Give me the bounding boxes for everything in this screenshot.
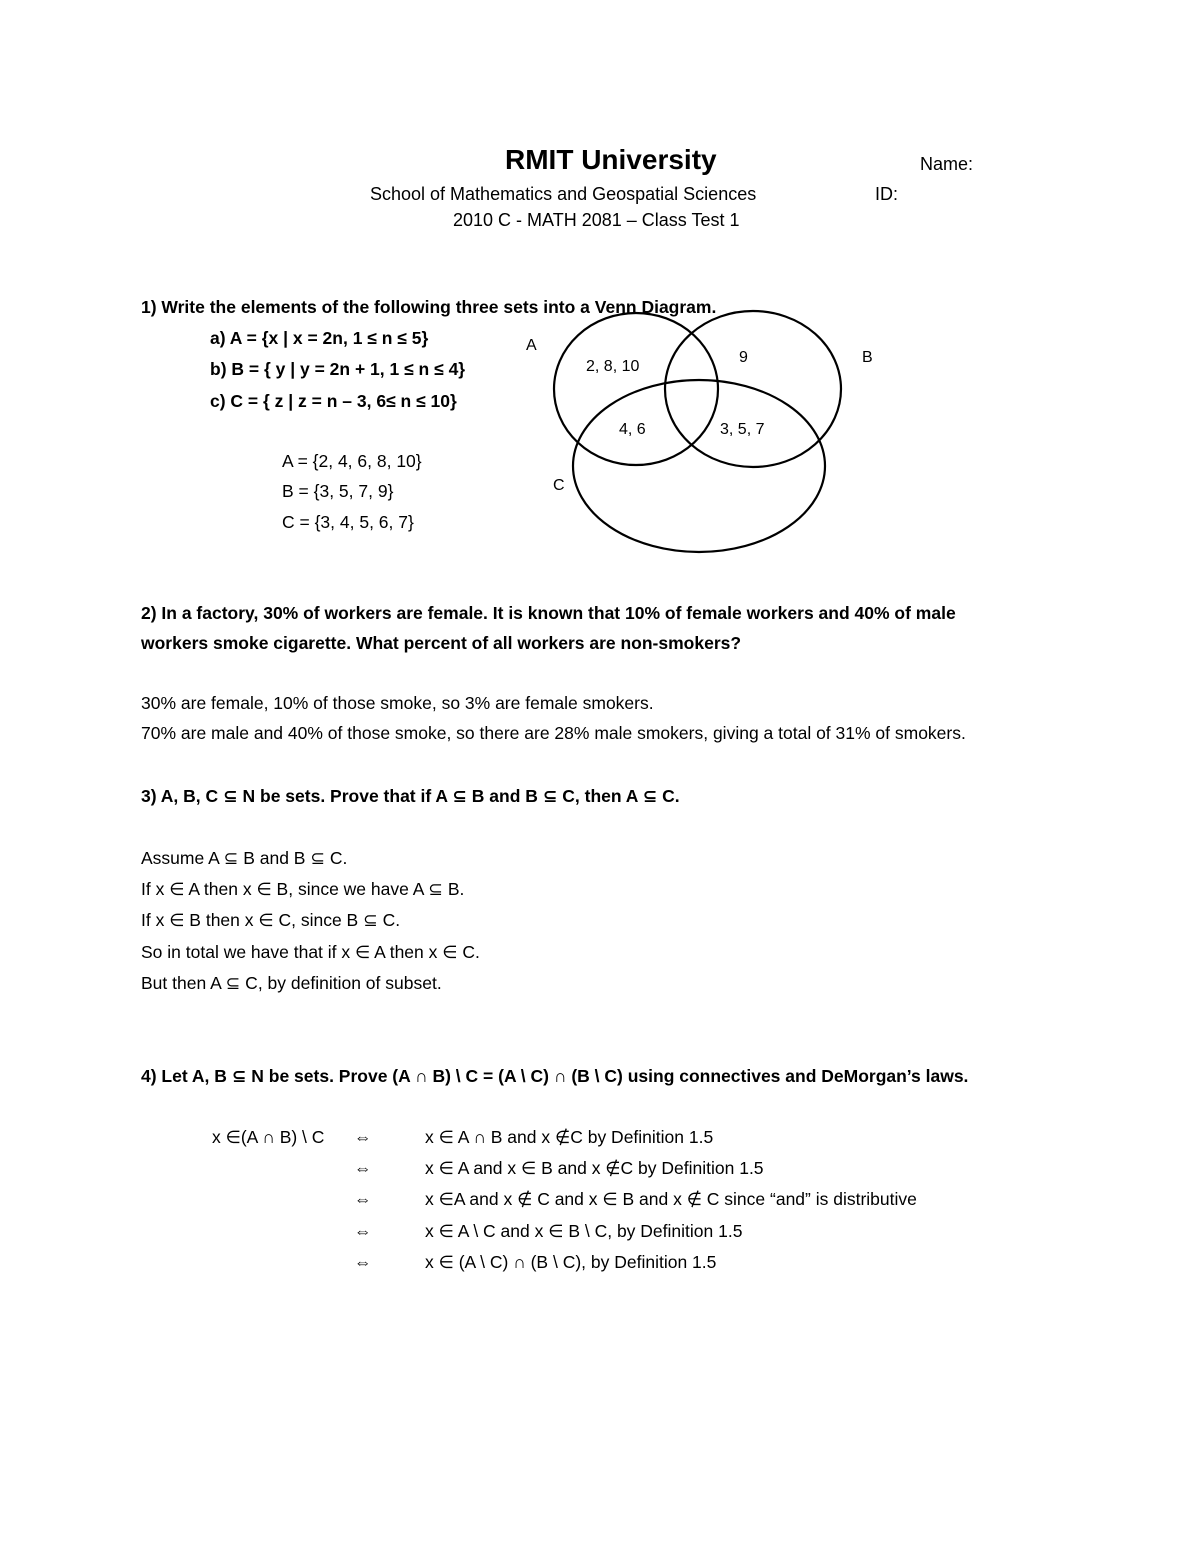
q4-step: x ∈A and x ∉ C and x ∈ B and x ∉ C since “and” is distributive: [425, 1189, 917, 1209]
q1-answer-b: B = {3, 5, 7, 9}: [282, 481, 394, 501]
q3-proof-line: Assume A ⊆ B and B ⊆ C.: [141, 848, 348, 868]
venn-label-a: A: [526, 337, 537, 354]
name-label: Name:: [920, 154, 974, 174]
venn-circle-c: [573, 380, 825, 552]
venn-label-c: C: [553, 477, 565, 494]
q1-set-b: b) B = { y | y = 2n + 1, 1 ≤ n ≤ 4}: [210, 359, 466, 379]
q4-step: x ∈ (A \ C) ∩ (B \ C), by Definition 1.5: [425, 1252, 717, 1272]
q1-answer-a: A = {2, 4, 6, 8, 10}: [282, 451, 422, 471]
venn-region-b-c: 3, 5, 7: [720, 421, 765, 438]
q3-proof-line: If x ∈ A then x ∈ B, since we have A ⊆ B.: [141, 879, 465, 899]
venn-region-a-only: 2, 8, 10: [586, 358, 640, 375]
q4-step: x ∈ A and x ∈ B and x ∉C by Definition 1.5: [425, 1158, 764, 1178]
q1-answer-c: C = {3, 4, 5, 6, 7}: [282, 512, 414, 532]
q3-proof-line: So in total we have that if x ∈ A then x ∈ C.: [141, 942, 480, 962]
q4-lhs: x ∈(A ∩ B) \ C: [212, 1127, 325, 1147]
course-line: 2010 C - MATH 2081 – Class Test 1: [453, 210, 740, 230]
school-name: School of Mathematics and Geospatial Sciences: [370, 184, 757, 204]
q3-proof-line: But then A ⊆ C, by definition of subset.: [141, 973, 442, 993]
q2-question-line1: 2) In a factory, 30% of workers are female. It is known that 10% of female workers and 40% of male: [141, 603, 956, 623]
venn-diagram: [0, 0, 1200, 600]
q3-proof-line: If x ∈ B then x ∈ C, since B ⊆ C.: [141, 910, 401, 930]
venn-label-b: B: [862, 349, 873, 366]
q1-set-a: a) A = {x | x = 2n, 1 ≤ n ≤ 5}: [210, 328, 429, 348]
iff-symbol: ⇔: [354, 1189, 372, 1209]
q2-question-line2: workers smoke cigarette. What percent of all workers are non-smokers?: [141, 633, 742, 653]
q3-question: 3) A, B, C ⊆ N be sets. Prove that if A ⊆ B and B ⊆ C, then A ⊆ C.: [141, 786, 680, 806]
q2-answer-line1: 30% are female, 10% of those smoke, so 3% are female smokers.: [141, 693, 654, 713]
iff-symbol: ⇔: [354, 1221, 372, 1241]
venn-region-a-c: 4, 6: [619, 421, 646, 438]
venn-region-b-only: 9: [739, 349, 748, 366]
q4-question: 4) Let A, B ⊆ N be sets. Prove (A ∩ B) \ C = (A \ C) ∩ (B \ C) using connectives and DeMorgan’s laws.: [141, 1066, 969, 1086]
iff-symbol: ⇔: [354, 1158, 372, 1178]
iff-symbol: ⇔: [354, 1252, 372, 1272]
q2-answer-line2: 70% are male and 40% of those smoke, so there are 28% male smokers, giving a total of 31% of smokers.: [141, 723, 966, 743]
id-label: ID:: [875, 184, 899, 204]
iff-symbol: ⇔: [354, 1127, 372, 1147]
q1-question: 1) Write the elements of the following three sets into a Venn Diagram.: [141, 297, 717, 317]
q4-step: x ∈ A \ C and x ∈ B \ C, by Definition 1.5: [425, 1221, 743, 1241]
university-title: RMIT University: [505, 144, 717, 175]
q4-step: x ∈ A ∩ B and x ∉C by Definition 1.5: [425, 1127, 714, 1147]
q1-set-c: c) C = { z | z = n – 3, 6≤ n ≤ 10}: [210, 391, 457, 411]
